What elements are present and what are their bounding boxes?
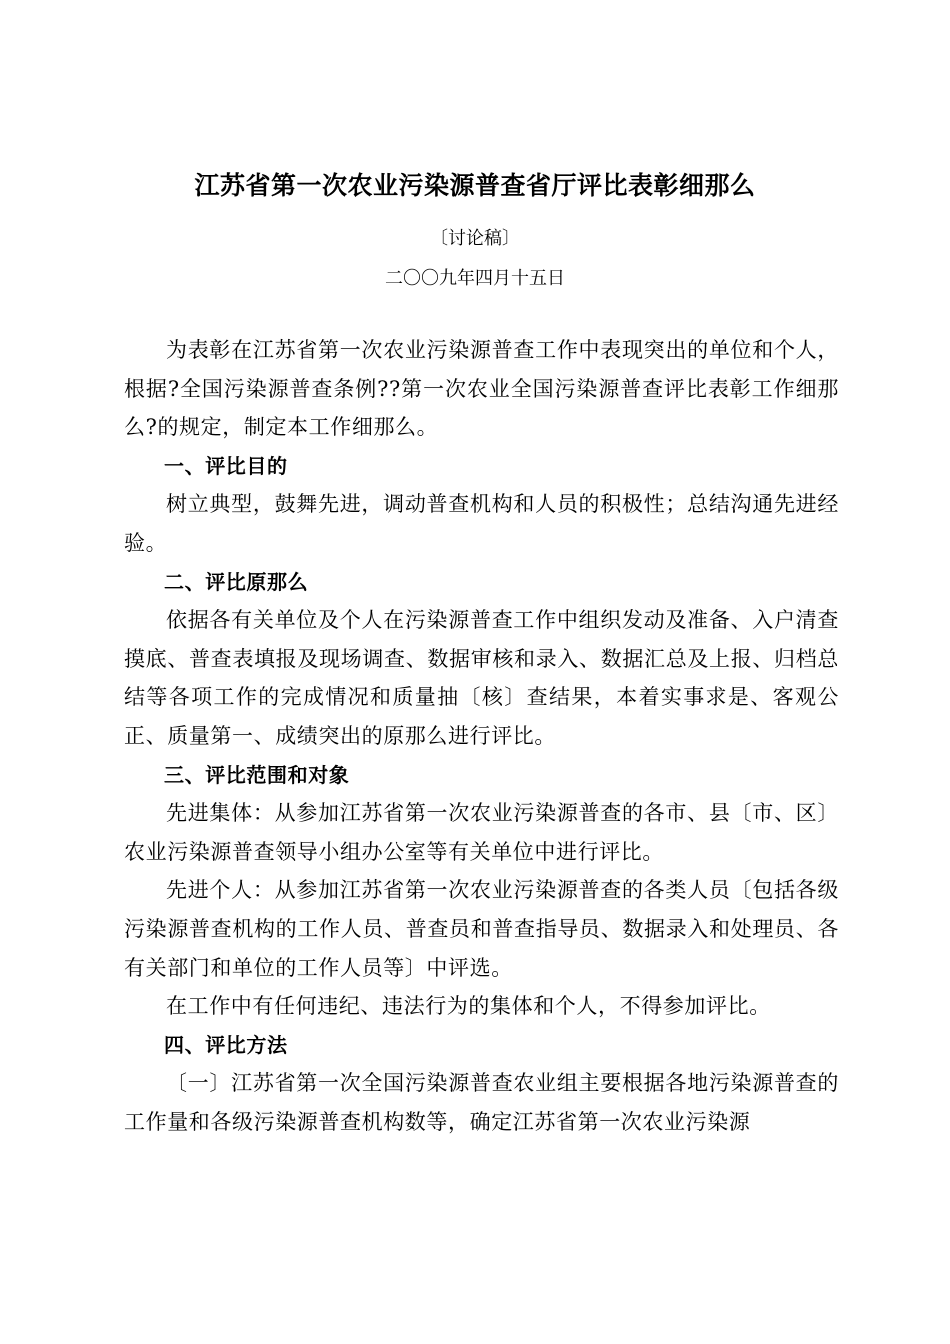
section-paragraph-method-1: 〔一〕江苏省第一次全国污染源普查农业组主要根据各地污染源普查的工作量和各级污染源普查机构数等，确定江苏省第一次农业污染源 (124, 1071, 839, 1134)
section-paragraph-individual: 先进个人：从参加江苏省第一次农业污染源普查的各类人员〔包括各级污染源普查机构的工作人员、普查员和普查指导员、数据录入和处理员、各有关部门和单位的工作人员等〕中评选。 (124, 878, 839, 980)
section-paragraph-collective: 先进集体：从参加江苏省第一次农业污染源普查的各市、县〔市、区〕农业污染源普查领导小组办公室等有关单位中进行评比。 (124, 801, 839, 864)
section-paragraph-purpose: 树立典型，鼓舞先进，调动普查机构和人员的积极性；总结沟通先进经验。 (124, 492, 839, 555)
document-body (124, 331, 839, 1141)
section-heading-principles: 二、评比原那么 (164, 569, 309, 594)
section-paragraph-exclusion: 在工作中有任何违纪、违法行为的集体和个人，不得参加评比。 (166, 994, 771, 1019)
section-heading-method: 四、评比方法 (164, 1032, 288, 1057)
intro-paragraph: 为表彰在江苏省第一次农业污染源普查工作中表现突出的单位和个人，根据?全国污染源普查条例??第一次农业全国污染源普查评比表彰工作细那么?的规定，制定本工作细那么。 (124, 338, 839, 440)
section-heading-purpose: 一、评比目的 (164, 453, 288, 478)
section-paragraph-principles: 依据各有关单位及个人在污染源普查工作中组织发动及准备、入户清查摸底、普查表填报及现场调查、数据审核和录入、数据汇总及上报、归档总结等各项工作的完成情况和质量抽〔核〕查结果，本着实事求是、客观公正、质量第一、成绩突出的原那么进行评比。 (124, 608, 839, 748)
section-heading-scope: 三、评比范围和对象 (164, 762, 350, 787)
document-title: 江苏省第一次农业污染源普查省厅评比表彰细那么 (194, 171, 756, 200)
document-date: 二〇〇九年四月十五日 (385, 268, 565, 289)
document-subtitle: 〔讨论稿〕 (430, 228, 520, 249)
